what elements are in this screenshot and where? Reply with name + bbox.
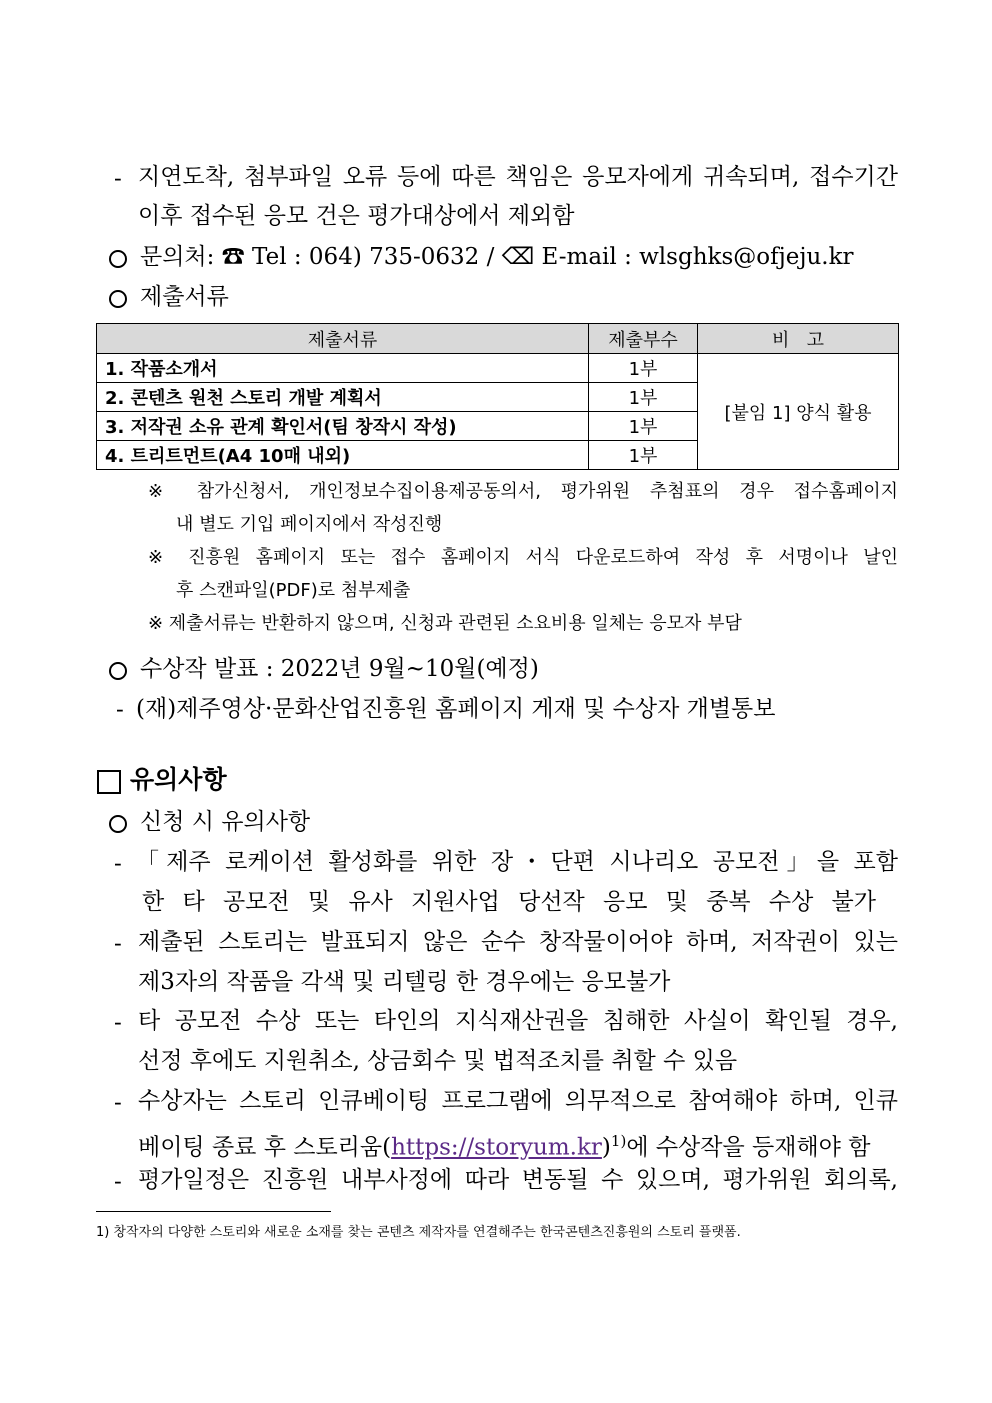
table-row <box>97 354 899 383</box>
announce-detail: (재)제주영상·문화산업진흥원 홈페이지 게재 및 수상자 개별통보 <box>136 696 776 722</box>
footnote-divider <box>96 1211 331 1212</box>
dash-marker: - <box>114 851 122 877</box>
table-header-row <box>97 324 899 354</box>
note-line: 내 별도 기입 페이지에서 작성진행 <box>176 514 443 535</box>
table-header: 비 고 <box>698 324 899 354</box>
doc-name-cell: 3. 저작권 소유 관계 확인서(팀 창작시 작성) <box>97 412 589 441</box>
caution-line: 선정 후에도 지원취소, 상금회수 및 법적조치를 취할 수 있음 <box>138 1048 738 1074</box>
footnote-ref[interactable]: 1) <box>610 1132 627 1150</box>
announce-heading: 수상작 발표 : 2022년 9월~10월(예정) <box>140 656 539 682</box>
caution-line: 한 타 공모전 및 유사 지원사업 당선작 응모 및 중복 수상 불가 <box>142 889 876 915</box>
dash-marker: - <box>114 1169 122 1195</box>
inquiry-tel: Tel : 064) 735-0632 / <box>252 244 495 270</box>
doc-name-cell: 1. 작품소개서 <box>97 354 589 383</box>
caution-heading: 신청 시 유의사항 <box>140 809 311 835</box>
inquiry-email: E-mail : wlsghks@ofjeju.kr <box>541 244 854 270</box>
dash-marker: - <box>116 697 124 723</box>
dash-marker: - <box>114 1090 122 1116</box>
table-header: 제출부수 <box>589 324 698 354</box>
circle-bullet-icon <box>109 290 127 308</box>
table-header: 제출서류 <box>97 324 589 354</box>
doc-name-cell: 4. 트리트먼트(A4 10매 내외) <box>97 441 589 470</box>
doc-copies-cell: 1부 <box>589 383 698 412</box>
caution-line: 수상자는 스토리 인큐베이팅 프로그램에 의무적으로 참여해야 하며, 인큐 <box>138 1088 898 1114</box>
note-line: ※ 진흥원 홈페이지 또는 접수 홈페이지 서식 다운로드하여 작성 후 서명이나 날인 <box>148 547 898 568</box>
footnote: 1) 창작자의 다양한 스토리와 새로운 소재를 찾는 콘텐츠 제작자를 연결해주는 한국콘텐츠진흥원의 스토리 플랫폼. <box>96 1225 741 1240</box>
caution-text: 베이팅 종료 후 스토리움( <box>138 1134 392 1161</box>
note-line: ※ 참가신청서, 개인정보수집이용제공동의서, 평가위원 추첨표의 경우 접수홈페이지 <box>148 481 898 502</box>
text-line: 이후 접수된 응모 건은 평가대상에서 제외함 <box>138 203 575 229</box>
doc-name-cell: 2. 콘텐츠 원천 스토리 개발 계획서 <box>97 383 589 412</box>
circle-bullet-icon <box>109 662 127 680</box>
doc-copies-cell: 1부 <box>589 354 698 383</box>
remark-cell: [붙임 1] 양식 활용 <box>698 354 899 470</box>
caution-line <box>138 1126 870 1163</box>
caution-line: 제출된 스토리는 발표되지 않은 순수 창작물이어야 하며, 저작권이 있는 <box>138 929 898 955</box>
note-line: ※ 제출서류는 반환하지 않으며, 신청과 관련된 소요비용 일체는 응모자 부담 <box>148 613 742 634</box>
caution-line: 「제주 로케이션 활성화를 위한 장・단편 시나리오 공모전」을 포함 <box>136 849 898 875</box>
text-line: 지연도착, 첨부파일 오류 등에 따른 책임은 응모자에게 귀속되며, 접수기간 <box>138 164 898 190</box>
dash-marker: - <box>114 1010 122 1036</box>
email-icon: ⌫ <box>501 244 535 270</box>
caution-line: 평가일정은 진흥원 내부사정에 따라 변동될 수 있으며, 평가위원 회의록, <box>138 1167 898 1193</box>
caution-text: ) <box>601 1134 611 1161</box>
inquiry-label: 문의처: <box>140 244 215 270</box>
dash-marker: - <box>114 931 122 957</box>
phone-icon: ☎ <box>221 244 245 270</box>
circle-bullet-icon <box>109 815 127 833</box>
caution-line: 타 공모전 수상 또는 타인의 지식재산권을 침해한 사실이 확인될 경우, <box>138 1008 898 1034</box>
caution-text: 에 수상작을 등재해야 함 <box>626 1134 871 1161</box>
note-line: 후 스캔파일(PDF)로 첨부제출 <box>176 580 411 601</box>
storyum-link[interactable]: https://storyum.kr <box>391 1134 602 1161</box>
dash-marker: - <box>114 166 122 192</box>
inquiry-line <box>140 242 854 272</box>
docs-heading: 제출서류 <box>140 284 229 310</box>
circle-bullet-icon <box>109 250 127 268</box>
doc-copies-cell: 1부 <box>589 441 698 470</box>
caution-line: 제3자의 작품을 각색 및 리텔링 한 경우에는 응모불가 <box>138 969 671 995</box>
submission-table <box>96 323 899 470</box>
doc-copies-cell: 1부 <box>589 412 698 441</box>
section-checkbox-icon <box>97 770 121 794</box>
section-title: 유의사항 <box>130 765 227 794</box>
